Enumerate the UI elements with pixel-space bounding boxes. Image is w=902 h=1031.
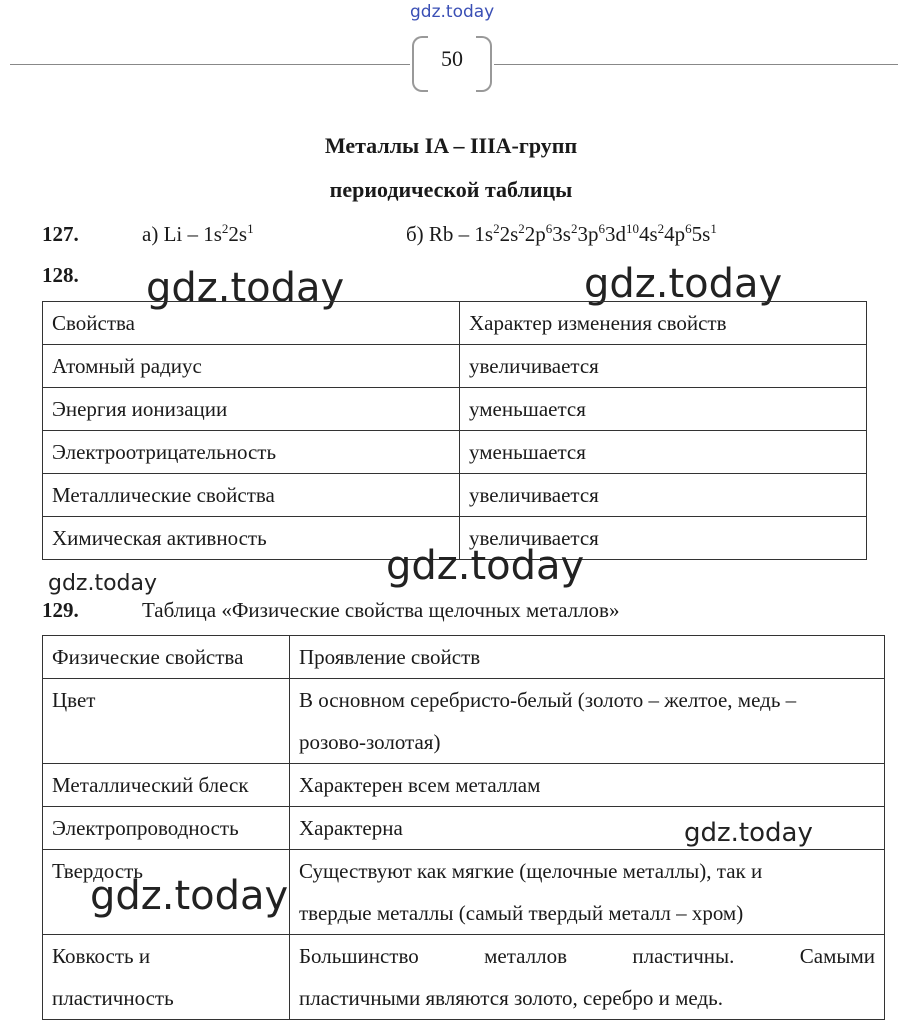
table-cell: Твердость: [43, 850, 290, 935]
table-row: [43, 474, 867, 517]
page-title-line2: периодической таблицы: [329, 177, 573, 202]
table-cell: Ковкость и пластичность: [43, 935, 290, 1020]
task-127-a: а) Li – $1s^22s^1$: [142, 221, 254, 246]
page-number-box: [412, 36, 492, 88]
table-cell: Металлические свойства: [43, 474, 460, 517]
header-rule-left: [10, 64, 410, 65]
table-cell: Химическая активность: [43, 517, 460, 560]
table-header-row: [43, 302, 867, 345]
table-header-cell: Характер изменения свойств: [460, 302, 867, 345]
table-row: [43, 388, 867, 431]
table-cell: Электропроводность: [43, 807, 290, 850]
watermark: gdz.today: [684, 818, 813, 848]
table-cell: Цвет: [43, 679, 290, 764]
table-cell: увеличивается: [460, 474, 867, 517]
task-128-number: 128.: [42, 263, 79, 287]
table-cell: Электроотрицательность: [43, 431, 460, 474]
page-title-line1: Металлы IA – IIIA-групп: [324, 133, 578, 158]
table-cell: В основном серебристо-белый (золото – желтое, медь – розово-золотая): [290, 679, 885, 764]
table-cell: Металлический блеск: [43, 764, 290, 807]
table-cell: Существуют как мягкие (щелочные металлы), так и твердые металлы (самый твердый металл – хром): [290, 850, 885, 935]
task-127-number: 127.: [42, 222, 79, 246]
header-rule-right: [494, 64, 898, 65]
watermark: gdz.today: [584, 261, 783, 307]
table-cell: увеличивается: [460, 345, 867, 388]
table-cell: Энергия ионизации: [43, 388, 460, 431]
table-row: [43, 679, 885, 764]
watermark: gdz.today: [48, 571, 158, 596]
page-number: 50: [441, 46, 463, 71]
table-row: [43, 764, 885, 807]
watermark: gdz.today: [146, 265, 345, 311]
table-cell: Характерна: [290, 807, 885, 850]
watermark-top: gdz.today: [410, 2, 495, 22]
table-cell: уменьшается: [460, 388, 867, 431]
task-127-b: б) Rb – $1s^22s^22p^63s^23p^63d^{10}4s^24p^65s^1$: [406, 221, 717, 246]
table-header-cell: Физические свойства: [43, 636, 290, 679]
table-cell: Большинство металлов пластичны. Самыми пластичными являются золото, серебро и медь.: [290, 935, 885, 1020]
table-cell: увеличивается: [460, 517, 867, 560]
task-129-number: 129.: [42, 598, 79, 622]
table-header-row: [43, 636, 885, 679]
table-row: [43, 345, 867, 388]
watermark: gdz.today: [90, 873, 289, 919]
table-row: [43, 431, 867, 474]
table-cell: уменьшается: [460, 431, 867, 474]
table-header-cell: Проявление свойств: [290, 636, 885, 679]
table-header-cell: Свойства: [43, 302, 460, 345]
table-row: [43, 935, 885, 1020]
watermark: gdz.today: [386, 543, 585, 589]
properties-table: [42, 301, 867, 560]
task-129-caption: Таблица «Физические свойства щелочных металлов»: [142, 598, 620, 622]
table-cell: Характерен всем металлам: [290, 764, 885, 807]
table-cell: Атомный радиус: [43, 345, 460, 388]
